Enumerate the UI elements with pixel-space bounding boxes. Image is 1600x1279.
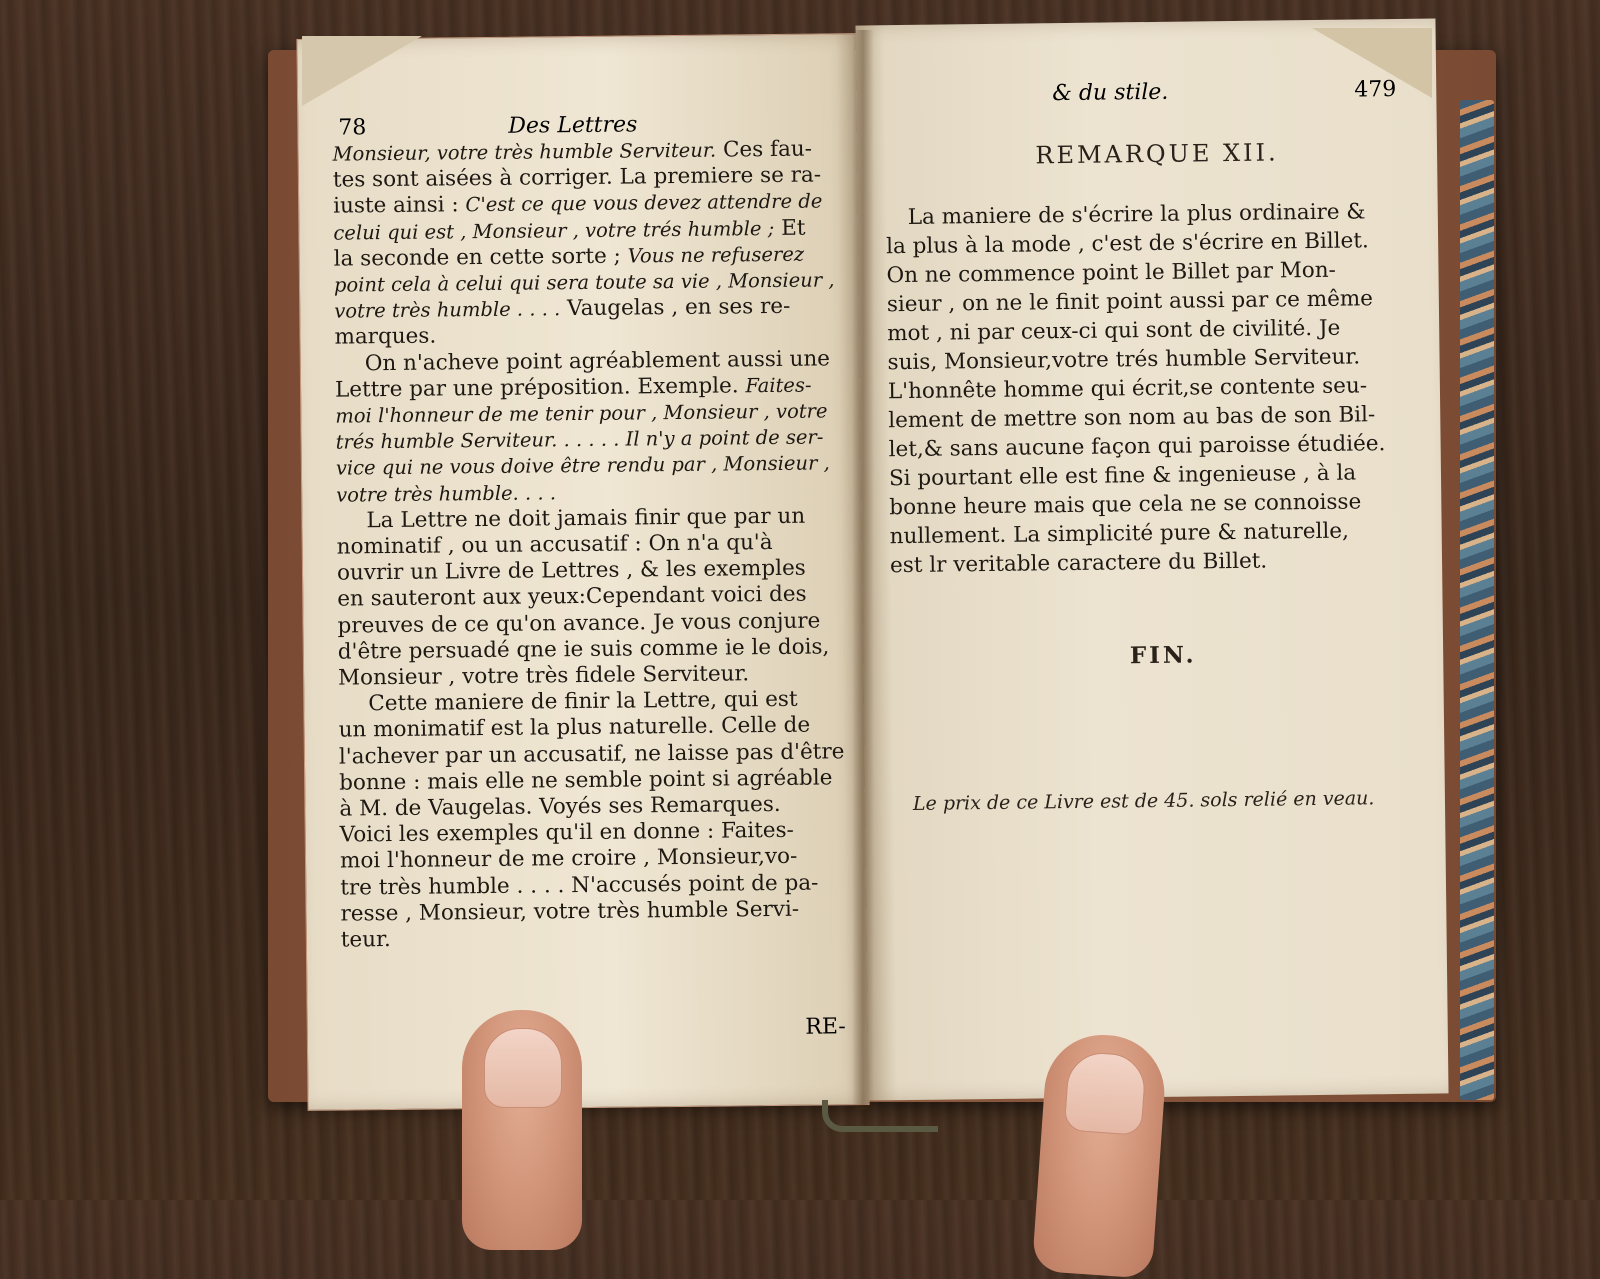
roman-text: iuste ainsi :	[333, 192, 466, 220]
text-line: la plus à la mode , c'est de s'écrire en Billet.	[886, 228, 1369, 260]
roman-text: l'achever par un accusatif, ne laisse pas d'être	[338, 738, 845, 770]
italic-text: celui qui est , Monsieur , votre trés humble ;	[333, 216, 775, 245]
roman-text: bonne : mais elle ne semble point si agréable	[339, 765, 833, 796]
text-line: bonne heure mais que cela ne se connoisse	[889, 489, 1362, 521]
text-line	[336, 451, 846, 483]
italic-text: vice qui ne vous doive être rendu par , Monsieur ,	[335, 451, 830, 481]
text-line: sieur , on ne le finit point aussi par ce même	[886, 286, 1374, 318]
roman-text: Ces fau-	[716, 136, 813, 163]
italic-text: moi l'honneur de me tenir pour , Monsieur , votre	[335, 399, 828, 428]
text-line: Si pourtant elle est fine & ingenieuse , à la	[888, 460, 1357, 492]
text-line: lement de mettre son nom au bas de son Bil-	[888, 402, 1376, 434]
section-title: REMARQUE XII.	[1035, 138, 1279, 170]
roman-text: teur.	[340, 927, 391, 953]
italic-text: Monsieur, votre très humble Serviteur.	[332, 138, 717, 166]
italic-text: trés humble Serviteur. . . . . . Il n'y a point de ser-	[335, 425, 824, 454]
italic-text: Faites-	[745, 373, 812, 398]
roman-text: tre très humble . . . . N'accusés point de pa-	[340, 870, 819, 901]
roman-text: en sauteront aux yeux:Cependant voici des	[337, 582, 807, 613]
text-line: On ne commence point le Billet par Mon-	[886, 257, 1337, 289]
left-running-head: Des Lettres	[508, 112, 638, 139]
right-page-body	[886, 197, 1391, 580]
roman-text: Monsieur , votre très fidele Serviteur.	[337, 661, 750, 691]
roman-text: ouvrir un Livre de Lettres , & les exemples	[336, 555, 806, 586]
roman-text: nominatif , ou un accusatif : On n'a qu'à	[336, 530, 773, 560]
book-gutter	[852, 30, 874, 1110]
left-page-number: 78	[338, 115, 367, 141]
right-page	[855, 18, 1448, 1100]
left-page	[296, 33, 869, 1111]
roman-text: preuves de ce qu'on avance. Je vous conjure	[337, 608, 821, 639]
right-thumb	[1032, 1031, 1168, 1279]
italic-text: votre très humble. . . .	[336, 480, 557, 507]
roman-text: à M. de Vaugelas. Voyés ses Remarques.	[339, 792, 781, 822]
roman-text: Vaugelas , en ses re-	[560, 294, 791, 322]
text-line: mot , ni par ceux-ci qui sont de civilité. Je	[887, 315, 1341, 347]
text-line: nullement. La simplicité pure & naturelle,	[889, 518, 1350, 550]
roman-text: Lettre par une préposition. Exemple.	[334, 373, 746, 403]
catchword: RE-	[805, 1014, 846, 1040]
roman-text: On n'acheve point agréablement aussi une	[364, 346, 831, 376]
roman-text: Et	[774, 215, 806, 241]
roman-text: tes sont aisées à corriger. La premiere se ra-	[332, 162, 822, 193]
italic-text: C'est ce que vous devez attendre de	[465, 189, 823, 217]
roman-text: La Lettre ne doit jamais finir que par un	[366, 503, 806, 534]
remark-paragraph	[886, 197, 1391, 580]
text-line: La maniere de s'écrire la plus ordinaire &	[907, 199, 1366, 230]
end-mark: FIN.	[1129, 641, 1197, 670]
roman-text: Cette maniere de finir la Lettre, qui est	[368, 687, 798, 717]
left-thumbnail	[484, 1028, 562, 1108]
price-note: Le prix de ce Livre est de 45. sols relié en veau.	[912, 787, 1375, 815]
text-line: est lr veritable caractere du Billet.	[889, 548, 1268, 579]
text-line	[341, 922, 851, 954]
roman-text: moi l'honneur de me croire , Monsieur,vo-	[339, 844, 798, 875]
roman-text: un monimatif est la plus naturelle. Celle de	[338, 713, 811, 744]
roman-text: resse , Monsieur, votre très humble Servi-	[340, 896, 800, 927]
roman-text: marques.	[334, 323, 437, 351]
folded-corner-right	[1312, 28, 1432, 98]
right-page-number: 479	[1354, 76, 1397, 103]
italic-text: votre très humble . . . .	[334, 297, 561, 323]
left-page-body	[332, 136, 850, 954]
bookmark-ribbon	[822, 1100, 938, 1132]
text-line: let,& sans aucune façon qui paroisse étudiée.	[888, 431, 1386, 463]
roman-text: la seconde en cette sorte ;	[333, 243, 628, 272]
right-running-head: & du stile.	[1052, 79, 1169, 107]
text-line	[340, 896, 850, 928]
open-book	[262, 30, 1500, 1120]
italic-text: Vous ne refuserez	[627, 242, 805, 268]
right-thumbnail	[1064, 1051, 1147, 1136]
marbled-page-edges	[1460, 100, 1494, 1100]
folded-corner-left	[302, 36, 422, 106]
roman-text: Voici les exemples qu'il en donne : Faites-	[339, 818, 795, 848]
text-line: L'honnête homme qui écrit,se contente seu-	[887, 373, 1368, 405]
italic-text: point cela à celui qui sera toute sa vie , Monsieur ,	[333, 268, 835, 297]
left-thumb	[462, 1010, 582, 1250]
text-line: suis, Monsieur,votre trés humble Serviteur.	[887, 344, 1361, 376]
text-line	[338, 634, 848, 666]
roman-text: d'être persuadé qne ie suis comme ie le dois,	[337, 634, 830, 665]
